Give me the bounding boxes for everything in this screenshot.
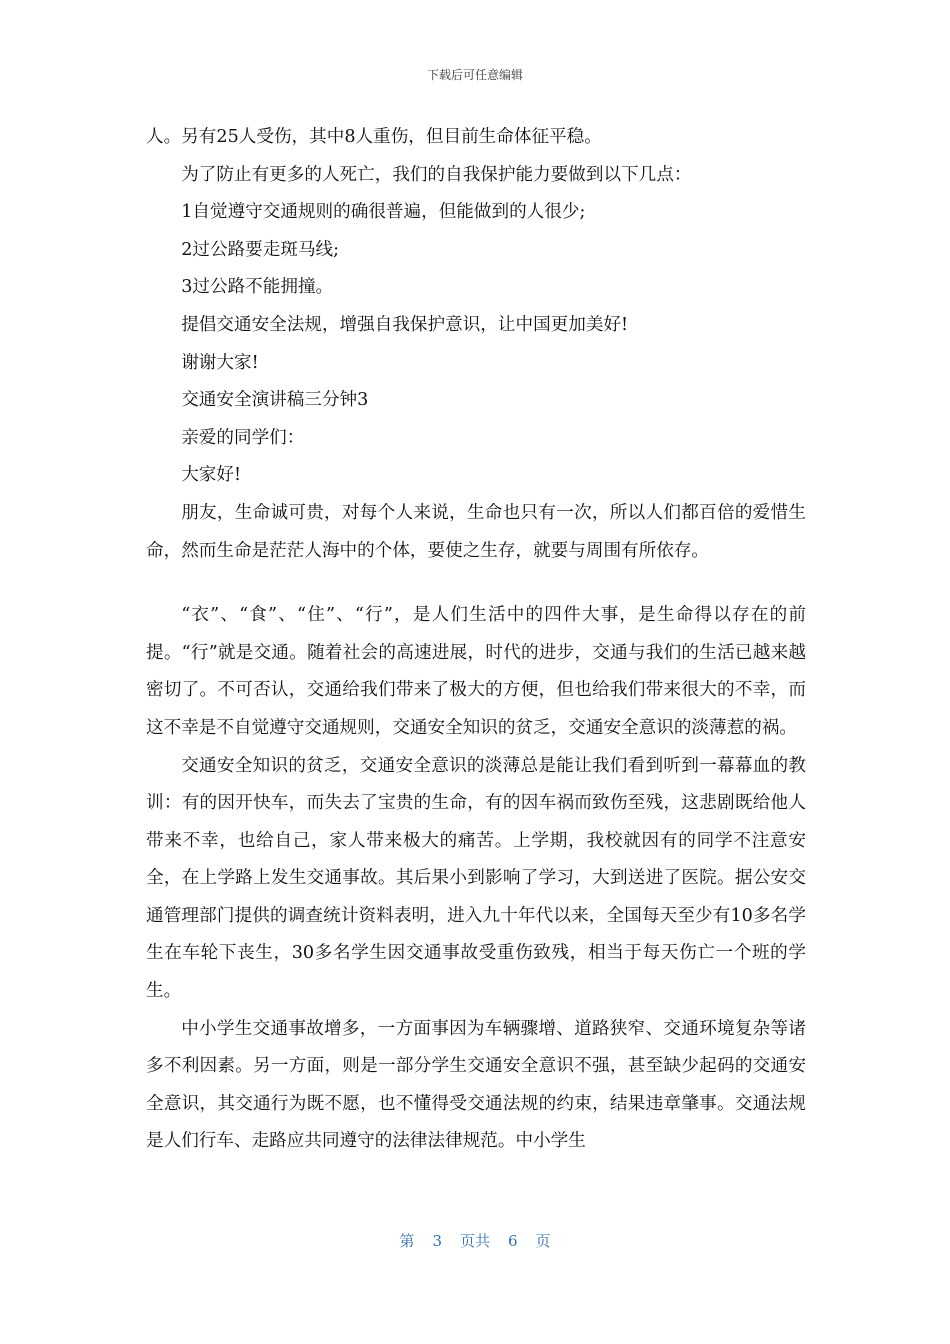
page-number-footer <box>0 1230 950 1251</box>
section-title: 交通安全演讲稿三分钟3 <box>181 390 369 411</box>
paragraph: 交通安全知识的贫乏，交通安全意识的淡薄总是能让我们看到听到一幕幕血的教训：有的因开快车，而失去了宝贵的生命，有的因车祸而致伤至残，这悲剧既给他人带来不幸，也给自己，家人带来极大的痛苦。上学期，我校就因有的同学不注意安全，在上学路上发生交通事故。其后果小到影响了学习，大到送进了医院。据公安交通管理部门提供的调查统计资料表明，进入九十年代以来，全国每天至少有10多名学生在车轮下丧生，30多名学生因交通事故受重伤致残，相当于每天伤亡一个班的学生。 <box>146 755 806 1002</box>
document-body <box>146 119 806 1161</box>
list-item: 2过公路要走斑马线; <box>181 239 340 260</box>
paragraph: 提倡交通安全法规，增强自我保护意识，让中国更加美好! <box>181 314 629 335</box>
paragraph: 中小学生交通事故增多，一方面事因为车辆骤增、道路狭窄、交通环境复杂等诸多不利因素。另一方面，则是一部分学生交通安全意识不强，甚至缺少起码的交通安全意识，其交通行为既不愿，也不懂得受交通法规的约束，结果违章肇事。交通法规是人们行车、走路应共同遵守的法律法律规范。中小学生 <box>146 1018 806 1152</box>
page-header: 下载后可任意编辑 <box>426 68 523 82</box>
footer-middle: 页共 <box>459 1232 490 1250</box>
salutation: 亲爱的同学们： <box>181 427 305 448</box>
list-item: 1自觉遵守交通规则的确很普遍，但能做到的人很少; <box>181 202 586 223</box>
paragraph: 人。另有25人受伤，其中8人重伤，但目前生命体征平稳。 <box>146 127 602 147</box>
paragraph: 为了防止有更多的人死亡，我们的自我保护能力要做到以下几点： <box>181 164 692 185</box>
footer-prefix: 第 <box>399 1232 415 1250</box>
current-page-number: 3 <box>432 1232 442 1250</box>
list-item: 3过公路不能拥撞。 <box>181 277 334 298</box>
paragraph: 朋友，生命诚可贵，对每个人来说，生命也只有一次，所以人们都百倍的爱惜生命，然而生命是茫茫人海中的个体，要使之生存，就要与周围有所依存。 <box>146 502 806 561</box>
paragraph: 谢谢大家! <box>181 352 259 373</box>
paragraph: “衣”、“食”、“住”、“行”，是人们生活中的四件大事，是生命得以存在的前提。“行”就是交通。随着社会的高速进展，时代的进步，交通与我们的生活已越来越密切了。不可否认，交通给我们带来了极大的方便，但也给我们带来很大的不幸，而这不幸是不自觉遵守交通规则，交通安全知识的贫乏，交通安全意识的淡薄惹的祸。 <box>146 605 806 738</box>
greeting: 大家好! <box>181 465 242 486</box>
total-pages-number: 6 <box>508 1232 518 1250</box>
footer-suffix: 页 <box>535 1232 551 1250</box>
